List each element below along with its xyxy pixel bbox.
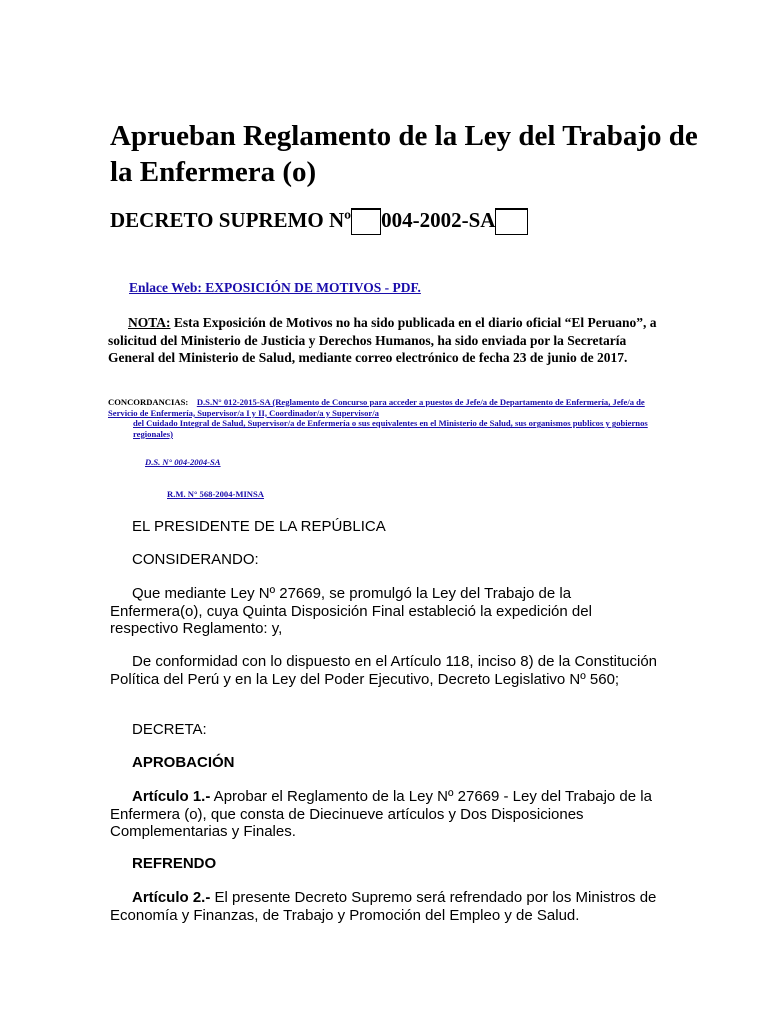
article-2-text: El presente Decreto Supremo será refrendado por los Ministros de Economía y Finanzas, de Trabajo y Promoción del Empleo y de Salud. xyxy=(110,889,657,924)
empty-box-icon xyxy=(495,208,528,235)
document-title: Aprueban Reglamento de la Ley del Trabajo de la Enfermera (o) xyxy=(110,120,698,188)
considerando-paragraph-2: De conformidad con lo dispuesto en el Artículo 118, inciso 8) de la Constitución Política del Perú y en la Ley del Poder Ejecutivo, Decreto Legislativo Nº 560; xyxy=(110,653,658,688)
empty-box-icon xyxy=(351,208,381,235)
concordancia-link-ds-012-2015[interactable]: D.S.N° 012-2015-SA (Reglamento de Concurso para acceder a puestos de Jefe/a de Departamento de Enfermería, Jefe/a de Servicio de Enfermería, Supervisor/a I y II, Coordinador/a y Supervisor/a xyxy=(108,397,645,418)
concordancia-link-rm-568-2004[interactable]: R.M. N° 568-2004-MINSA xyxy=(167,489,265,499)
concordancias-block xyxy=(108,397,648,439)
decree-prefix: DECRETO SUPREMO Nº xyxy=(110,208,352,232)
president-heading: EL PRESIDENTE DE LA REPÚBLICA xyxy=(132,518,386,535)
nota-text: Esta Exposición de Motivos no ha sido publicada en el diario oficial “El Peruano”, a solicitud del Ministerio de Justicia y Derechos Humanos, ha sido enviada por la Secretaría General del Ministerio de Salud, mediante correo electrónico de fecha 23 de junio de 2017. xyxy=(108,315,657,365)
nota-label: NOTA: xyxy=(128,315,171,330)
considerando-heading: CONSIDERANDO: xyxy=(132,551,259,568)
article-1 xyxy=(110,788,662,841)
decreta-heading: DECRETA: xyxy=(132,721,207,738)
considerando-paragraph-1: Que mediante Ley Nº 27669, se promulgó la Ley del Trabajo de la Enfermera(o), cuya Quinta Disposición Final estableció la expedición del respectivo Reglamento: y, xyxy=(110,585,592,637)
article-2-label: Artículo 2.- xyxy=(132,889,211,906)
section-refrendo: REFRENDO xyxy=(132,855,217,872)
decree-number: 004-2002-SA xyxy=(381,208,496,232)
nota-paragraph xyxy=(108,314,660,367)
exposicion-motivos-link[interactable]: Enlace Web: EXPOSICIÓN DE MOTIVOS - PDF. xyxy=(129,280,421,295)
concordancia-link-ds-012-2015-cont[interactable]: del Cuidado Integral de Salud, Supervisor/a de Enfermería o sus equivalentes en el Ministerio de Salud, sus organismos publicos y gobiernos regionales) xyxy=(133,418,648,439)
section-aprobacion: APROBACIÓN xyxy=(132,754,235,771)
article-1-text: Aprobar el Reglamento de la Ley Nº 27669 - Ley del Trabajo de la Enfermera (o), que consta de Diecinueve artículos y Dos Disposiciones Complementarias y Finales. xyxy=(110,788,652,840)
article-1-label: Artículo 1.- xyxy=(132,788,211,805)
concordancias-label: CONCORDANCIAS: xyxy=(108,397,189,407)
decree-heading xyxy=(110,208,528,233)
concordancia-link-ds-004-2004[interactable]: D.S. N° 004-2004-SA xyxy=(145,457,221,467)
article-2 xyxy=(110,889,662,924)
